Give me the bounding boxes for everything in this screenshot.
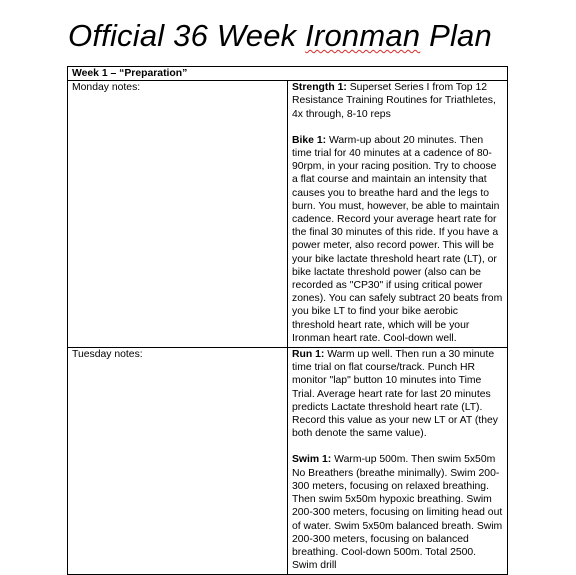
- workout-entry: [292, 81, 503, 121]
- training-plan-table: [67, 66, 508, 575]
- workout-text: Warm-up 500m. Then swim 5x50m No Breathers (breathe minimally). Swim 200-300 meters, focusing on relaxed breathing. Then swim 5x50m hypoxic breathing. Swim 200-300 meters, focusing on limiting head out of water. Swim 5x50m balanced breath. Swim 200-300 meters, focusing on balanced breathing. Cool-down 500m. Total 2500. Swim drill: [292, 454, 503, 572]
- workout-heading: Run 1:: [292, 349, 325, 361]
- workout-entry: [292, 453, 503, 572]
- workout-entry: [292, 348, 503, 440]
- workout-text: Warm up well. Then run a 30 minute time trial on flat course/track. Punch HR monitor "lap" button 10 minutes into Time Trial. Average heart rate for last 20 minutes predicts Lactate threshold heart rate (LT). Record this value as your new LT or AT (they both denote the same value).: [292, 349, 498, 440]
- day-label-tuesday: Tuesday notes:: [68, 348, 288, 575]
- day-label-monday: Monday notes:: [68, 81, 288, 348]
- week-header-row: [68, 67, 508, 81]
- workout-heading: Strength 1:: [292, 82, 347, 94]
- week-header: Week 1 – “Preparation”: [68, 67, 508, 81]
- table-row: [68, 81, 508, 348]
- monday-workouts: [288, 81, 508, 348]
- spellcheck-word: Ironman: [305, 18, 421, 53]
- page-title: Official 36 Week Ironman Plan: [68, 18, 492, 53]
- workout-heading: Swim 1:: [292, 454, 332, 466]
- workout-entry: [292, 134, 503, 345]
- workout-heading: Bike 1:: [292, 134, 327, 146]
- workout-text: Superset Series I from Top 12 Resistance Training Routines for Triathletes, 4x through, 8-10 reps: [292, 82, 496, 120]
- tuesday-workouts: [288, 348, 508, 575]
- workout-text: Warm-up about 20 minutes. Then time trial for 40 minutes at a cadence of 80-90rpm, in your racing position. Try to choose a flat course and maintain an intensity that causes you to breathe hard and the legs to burn. You must, however, be able to maintain cadence. Record your average heart rate for the final 30 minutes of this ride. If you have a power meter, also record power. This will be your bike lactate threshold heart rate (LT), or bike lactate threshold power (also can be recorded as "CP30" if using critical power zones). You can safely subtract 20 beats from you bike LT to find your bike aerobic threshold heart rate, which will be your Ironman heart rate. Cool-down well.: [292, 134, 503, 344]
- table-row: [68, 348, 508, 575]
